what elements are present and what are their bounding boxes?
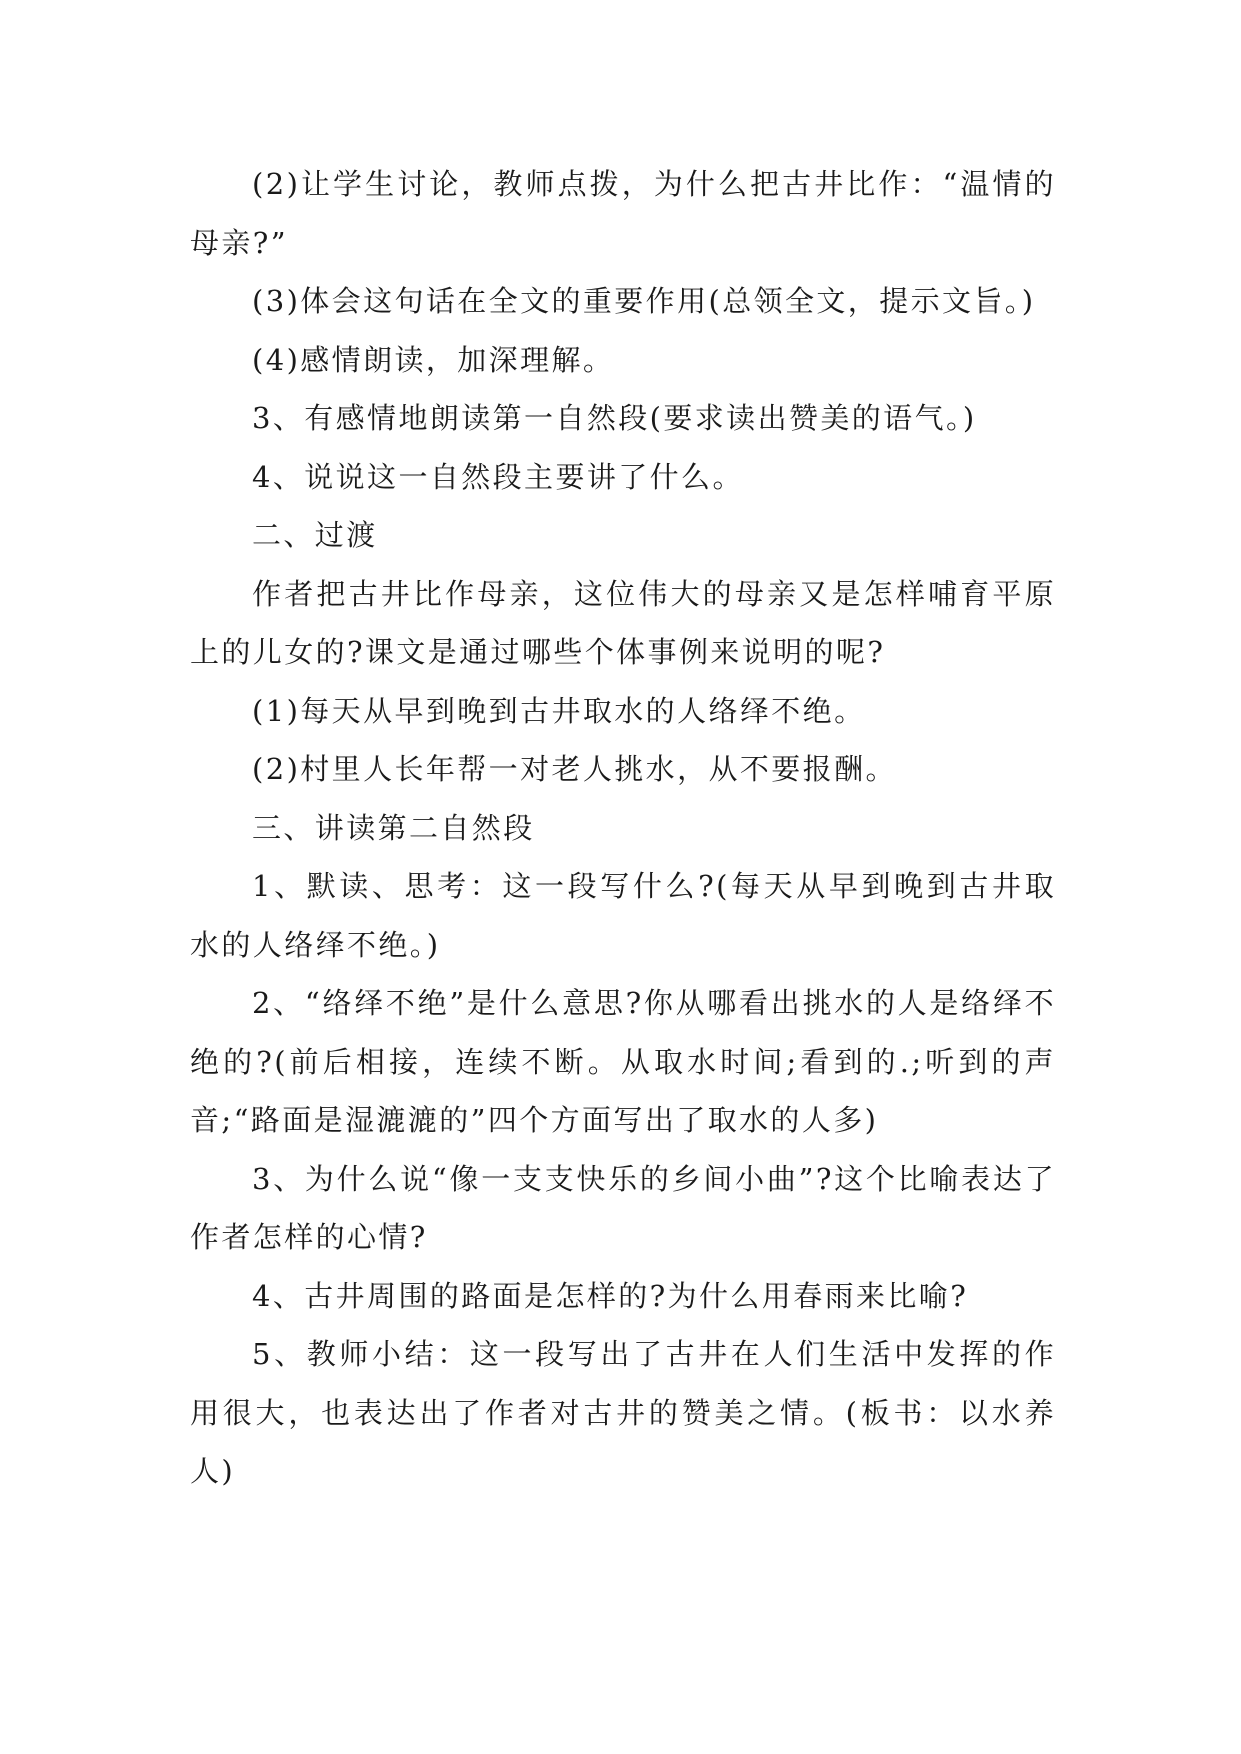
paragraph: (3)体会这句话在全文的重要作用(总领全文，提示文旨。) <box>252 284 1036 318</box>
paragraph: 4、说说这一自然段主要讲了什么。 <box>252 459 744 494</box>
section-heading: 二、过渡 <box>252 518 378 552</box>
paragraph: 作者把古井比作母亲，这位伟大的母亲又是怎样哺育平原上的儿女的?课文是通过哪些个体事例来说明的呢? <box>190 576 1056 669</box>
paragraph: (1)每天从早到晚到古井取水的人络绎不绝。 <box>252 693 866 728</box>
paragraph: (4)感情朗读，加深理解。 <box>252 342 615 377</box>
paragraph: 1、默读、思考：这一段写什么?(每天从早到晚到古井取水的人络绎不绝。) <box>190 869 1056 962</box>
paragraph: 2、“络绎不绝”是什么意思?你从哪看出挑水的人是络绎不绝的?(前后相接，连续不断。从取水时间;看到的.;听到的声音;“路面是湿漉漉的”四个方面写出了取水的人多) <box>190 986 1056 1137</box>
document-body <box>190 155 1056 1501</box>
section-heading: 三、讲读第二自然段 <box>252 810 535 845</box>
paragraph: 3、为什么说“像一支支快乐的乡间小曲”?这个比喻表达了作者怎样的心情? <box>190 1161 1056 1254</box>
paragraph: 4、古井周围的路面是怎样的?为什么用春雨来比喻? <box>252 1278 969 1313</box>
paragraph: (2)让学生讨论，教师点拨，为什么把古井比作：“温情的母亲?” <box>190 167 1056 260</box>
paragraph: 5、教师小结：这一段写出了古井在人们生活中发挥的作用很大，也表达出了作者对古井的赞美之情。(板书：以水养人) <box>190 1337 1056 1488</box>
paragraph: (2)村里人长年帮一对老人挑水，从不要报酬。 <box>252 752 897 786</box>
paragraph: 3、有感情地朗读第一自然段(要求读出赞美的语气。) <box>252 401 977 435</box>
